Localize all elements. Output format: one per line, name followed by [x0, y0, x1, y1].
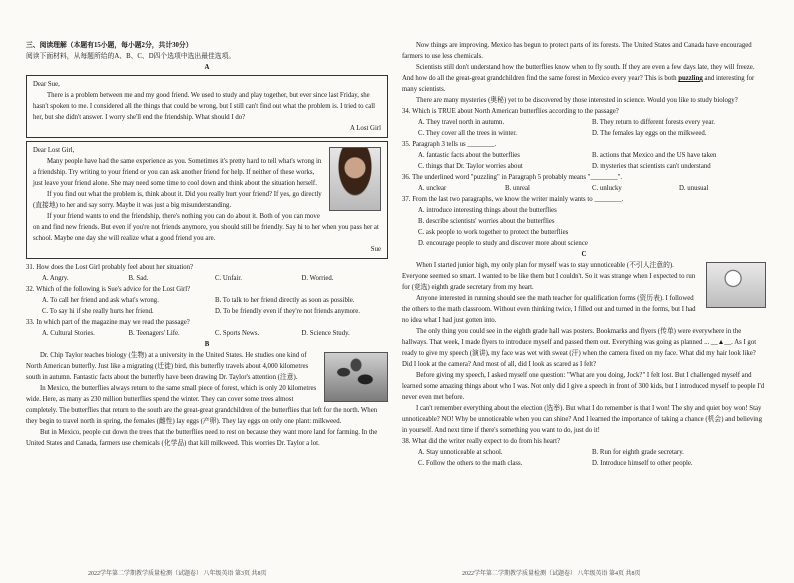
- passage-b-p5: Scientists still don't understand how the butterflies know when to fly south. If they are even a few days late, they will freeze. And how do all the great-great grandchildren find the same forest in Mexico every year? This is both puzzling and interesting for many scientists.: [402, 64, 755, 93]
- q33-option-b[interactable]: B. Teenagers' Life.: [128, 330, 180, 337]
- q34-option-d[interactable]: D. The females lay eggs on the milkweed.: [592, 130, 707, 137]
- passage-c-p2: Anyone interested in running should see the math teacher for qualification forms (资历表). I followed the others to the math classroom. Without even thinking twice, I filled out and turned in the forms, but I had no idea what I had just gotten into.: [402, 295, 696, 324]
- q37-option-d[interactable]: D. encourage people to study and discover more about science: [418, 240, 588, 247]
- q36-option-b[interactable]: B. unreal: [505, 185, 530, 192]
- q38-option-c[interactable]: C. Follow the others to the math class.: [418, 460, 523, 467]
- passage-c-p3: The only thing you could see in the eighth grade hall was posters. Bookmarks and flyers (传单) were everywhere in the hallways. That week, I made flyers to introduce myself and passed them out. Everything was going as planned ... __▲__. As I got ready to give my speech (演讲), my face was wet with sweat (汗) when the camera fixed on my face. What did my hair look like? Did I look at the camera? And most of all, did I look as scared as I felt?: [402, 328, 757, 368]
- q35-stem: 35. Paragraph 3 tells us ________.: [402, 141, 497, 148]
- letter2-p1: Many people have had the same experience as you. Sometimes it's pretty hard to tell what's wrong in a friendship. Try writing to your friend or you can ask another friend for help. If neither of these works, just leave your friend alone. She may need some time to cool down and think about the situation herself.: [33, 158, 322, 187]
- letter1-greeting: Dear Sue,: [33, 81, 60, 88]
- q37-option-c[interactable]: C. ask people to work together to protect the butterflies: [418, 229, 569, 236]
- q37-options: [402, 205, 766, 249]
- left-column: [26, 40, 388, 449]
- q35-option-d[interactable]: D. mysteries that scientists can't understand: [592, 163, 711, 170]
- q33-option-d[interactable]: D. Science Study.: [301, 330, 350, 337]
- letter2-p2: If you find out what the problem is, think about it. Did you really hurt your friend? If yes, go directly (直接地) to her and say sorry. Maybe it was just a big misunderstanding.: [33, 191, 322, 209]
- q34-option-b[interactable]: B. They return to different forests every year.: [592, 119, 715, 126]
- passage-b-p6: There are many mysteries (奥秘) yet to be discovered by those interested in science. Would you like to study biology?: [416, 97, 738, 104]
- q34-stem: 34. Which is TRUE about North American butterflies according to the passage?: [402, 108, 619, 115]
- letter2-greeting: Dear Lost Girl,: [33, 147, 75, 154]
- woman-photo: [329, 147, 381, 211]
- butterfly-photo: [324, 352, 388, 402]
- letter-box: [26, 75, 388, 138]
- letter2-sign: Sue: [370, 246, 381, 253]
- puzzling-word: puzzling: [678, 75, 703, 82]
- q38-options: [402, 447, 766, 469]
- q33-stem: 33. In which part of the magazine may we read the passage?: [26, 319, 190, 326]
- q31-option-c[interactable]: C. Unfair.: [215, 275, 242, 282]
- q37-option-a[interactable]: A. introduce interesting things about the butterflies: [418, 207, 557, 214]
- student-drawing: [706, 262, 766, 308]
- q33-option-a[interactable]: A. Cultural Stories.: [42, 330, 95, 337]
- passage-b-p3: But in Mexico, people cut down the trees that the butterflies need to rest on because they want more land for farming. In the United States and Canada, farmers use chemicals (化学品) that kill milkweed. This worries Dr. Taylor a lot.: [26, 429, 378, 447]
- q36-option-c[interactable]: C. unlucky: [592, 185, 622, 192]
- passage-b-p4: Now things are improving. Mexico has begun to protect parts of its forests. The United States and Canada have encouraged farmers to use less chemicals.: [402, 42, 752, 60]
- passage-b-p2: In Mexico, the butterflies always return to the same small piece of forest, which is only 20 kilometres wide. Here, as many as 230 million butterflies spend the winter. They can cover some trees almost completely. The butterflies that return to the south are the great-great grandchildren of the butterflies that left for the north. When they begin to travel north in spring, the females (雌性) lay eggs (产卵). They lay eggs on only one plant: milkweed.: [26, 385, 378, 425]
- q31-option-b[interactable]: B. Sad.: [128, 275, 149, 282]
- passage-c-p4: Before giving my speech, I asked myself one question: "What are you doing, Jock?" I felt lost. But I challenged myself and learned some amazing things about who I was. Not only did I give a speech in front of 300 kids, but I introduced myself to people I'd never even met before.: [402, 372, 765, 401]
- q37-option-b[interactable]: B. describe scientists' worries about the butterflies: [418, 218, 555, 225]
- passage-a-label: A: [204, 64, 210, 71]
- letter1-body: There is a problem between me and my good friend. We used to study and play together, but ever since last Friday, she hasn't spoken to me. I considered all the things that could be wrong, but I still can't find out what the problem is. I tried to call her, but she didn't answer. I worry she'll end the friendship. What should I do?: [33, 92, 376, 121]
- q35-option-a[interactable]: A. fantastic facts about the butterflies: [418, 152, 520, 159]
- q38-option-b[interactable]: B. Run for eighth grade secretary.: [592, 449, 684, 456]
- q33-options: [26, 328, 388, 339]
- q34-option-a[interactable]: A. They travel north in autumn.: [418, 119, 505, 126]
- passage-b-p1: Dr. Chip Taylor teaches biology (生物) at a university in the United States. He studies one kind of North American butterfly. Just like a migrating (迁徙) bird, this butterfly travels about 4,000 kilometres south in autumn. Fantastic facts about the butterfly have been drawing Dr. Taylor's attention (注意).: [26, 352, 309, 381]
- q34-option-c[interactable]: C. They cover all the trees in winter.: [418, 130, 517, 137]
- q31-options: [26, 273, 388, 284]
- q33-option-c[interactable]: C. Sports News.: [215, 330, 260, 337]
- q32-options: [26, 295, 388, 317]
- letter1-sign: A Lost Girl: [350, 125, 381, 132]
- q38-option-a[interactable]: A. Stay unnoticeable at school.: [418, 449, 503, 456]
- q32-option-b[interactable]: B. To talk to her friend directly as soon as possible.: [215, 297, 355, 304]
- q32-option-c[interactable]: C. To say hi if she really hurts her friend.: [42, 308, 154, 315]
- q35-option-c[interactable]: C. things that Dr. Taylor worries about: [418, 163, 523, 170]
- q36-option-a[interactable]: A. unclear: [418, 185, 447, 192]
- q37-stem: 37. From the last two paragraphs, we know the writer mainly wants to ________.: [402, 196, 624, 203]
- q36-option-d[interactable]: D. unusual: [679, 185, 709, 192]
- letter2-p3: If your friend wants to end the friendship, there's nothing you can do about it. Both of you can move on and find new friends. But even if you're not friends anymore, you should still be friendly. Say hi to her when you pass her at school. Maybe one day she will realize what a good friend you are.: [33, 213, 379, 242]
- q32-option-a[interactable]: A. To call her friend and ask what's wrong.: [42, 297, 159, 304]
- q38-option-d[interactable]: D. Introduce himself to other people.: [592, 460, 693, 467]
- q35-option-b[interactable]: B. actions that Mexico and the US have taken: [592, 152, 717, 159]
- passage-c-p1: When I started junior high, my only plan for myself was to stay unnoticeable (不引人注意的). Everyone seemed so smart. I wanted to be like them but I couldn't. So it was strange when I expected to run for (竞选) eighth grade secretary from my heart.: [402, 262, 696, 291]
- right-column: [402, 40, 766, 469]
- instruction: 阅读下面材料，从每题所给的A、B、C、D四个选项中选出最佳选项。: [26, 53, 236, 60]
- passage-b-label: B: [204, 341, 210, 348]
- right-footer: 2022学年第二学期教学质量检测（试题卷） 八年级英语 第4页 共8页: [462, 571, 641, 577]
- left-footer: 2022学年第二学期教学质量检测（试题卷） 八年级英语 第3页 共8页: [88, 571, 267, 577]
- q32-stem: 32. Which of the following is Sue's advice for the Lost Girl?: [26, 286, 191, 293]
- q31-option-d[interactable]: D. Worried.: [301, 275, 334, 282]
- reply-box: [26, 141, 388, 259]
- q31-option-a[interactable]: A. Angry.: [42, 275, 69, 282]
- q38-stem: 38. What did the writer really expect to do from his heart?: [402, 438, 561, 445]
- q36-options: [402, 183, 766, 194]
- passage-c-label: C: [581, 251, 587, 258]
- q31-stem: 31. How does the Lost Girl probably feel about her situation?: [26, 264, 194, 271]
- passage-c-p5: I can't remember everything about the election (选举). But what I do remember is that I won! The shy and quiet boy won! Stay unnoticeable? NO! Why be unnoticeable when you can shine? And I learned the importance of taking a chance (机会) and believing in yourself. And next time if there's something you want to do, just do it!: [402, 405, 762, 434]
- q32-option-d[interactable]: D. To be friendly even if they're not friends anymore.: [215, 308, 361, 315]
- q34-options: [402, 117, 766, 139]
- q35-options: [402, 150, 766, 172]
- section-heading: 三、阅读理解（本题有15小题，每小题2分，共计30分）: [26, 42, 193, 49]
- q36-stem: 36. The underlined word "puzzling" in Paragraph 5 probably means "________".: [402, 174, 623, 181]
